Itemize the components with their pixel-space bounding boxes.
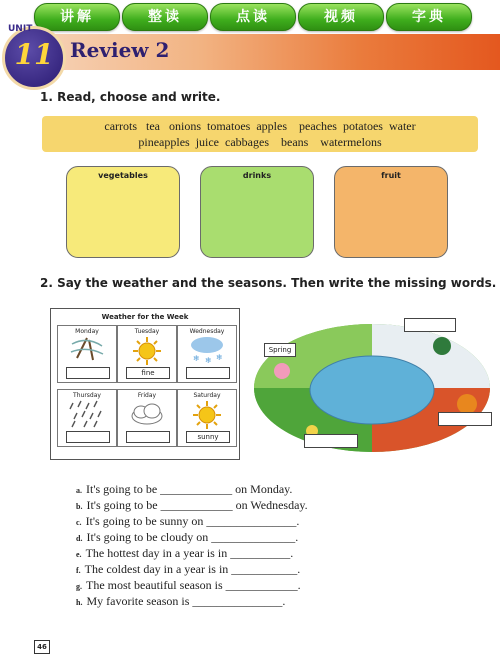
weather-day-wednesday: [177, 325, 237, 383]
category-box-drinks[interactable]: [200, 166, 314, 258]
category-box-fruit[interactable]: [334, 166, 448, 258]
category-box-vegetables[interactable]: [66, 166, 180, 258]
nav-explain-button[interactable]: 讲解: [34, 3, 120, 31]
sentence-h: [76, 594, 285, 609]
category-label: drinks: [242, 171, 272, 180]
day-label: Tuesday: [134, 328, 160, 335]
day-label: Wednesday: [189, 328, 225, 335]
day-label: Saturday: [193, 392, 221, 399]
weather-day-tuesday: [117, 325, 177, 383]
sentence-text: The coldest day in a year is in ___________.: [84, 562, 301, 576]
seasons-illustration: [252, 316, 492, 456]
svg-text:❄: ❄: [216, 353, 223, 362]
sentence-letter: g.: [76, 582, 82, 591]
seasons-scene: [252, 316, 492, 456]
sentence-text: It's going to be ____________ on Wednesday.: [86, 498, 308, 512]
weather-day-friday: [117, 389, 177, 447]
section1-title: 1. Read, choose and write.: [40, 90, 221, 104]
answer-box[interactable]: [126, 431, 170, 443]
answer-box[interactable]: sunny: [186, 431, 230, 443]
sentence-text: It's going to be ____________ on Monday.: [86, 482, 293, 496]
weather-card: [50, 308, 240, 460]
page-title: Review 2: [70, 38, 170, 62]
season-label-blank[interactable]: [304, 434, 358, 448]
answer-box[interactable]: fine: [126, 367, 170, 379]
day-label: Friday: [137, 392, 157, 399]
unit-badge: 11: [2, 26, 66, 90]
category-label: fruit: [381, 171, 401, 180]
season-label-spring[interactable]: Spring: [264, 343, 296, 357]
sentence-e: [76, 546, 293, 561]
sentence-letter: h.: [76, 598, 83, 607]
sentence-g: [76, 578, 301, 593]
answer-box[interactable]: [66, 431, 110, 443]
svg-text:❄: ❄: [205, 356, 212, 365]
answer-box[interactable]: [186, 367, 230, 379]
sentence-letter: a.: [76, 486, 82, 495]
day-label: Monday: [75, 328, 99, 335]
word-bank: [42, 116, 478, 152]
sentence-f: [76, 562, 300, 577]
sun-icon: [130, 336, 164, 366]
sentence-letter: b.: [76, 502, 83, 511]
weather-day-thursday: [57, 389, 117, 447]
weather-day-saturday: [177, 389, 237, 447]
top-nav: [0, 0, 500, 34]
category-label: vegetables: [98, 171, 148, 180]
day-label: Thursday: [73, 392, 101, 399]
answer-box[interactable]: [66, 367, 110, 379]
page-number: 46: [34, 640, 50, 654]
svg-text:❄: ❄: [193, 354, 200, 363]
sentence-d: [76, 530, 298, 545]
nav-read-all-button[interactable]: 整读: [122, 3, 208, 31]
cloud-icon: [127, 400, 167, 430]
sentence-letter: d.: [76, 534, 83, 543]
weather-day-monday: [57, 325, 117, 383]
sentence-b: [76, 498, 308, 513]
nav-video-button[interactable]: 视频: [298, 3, 384, 31]
section2-title: 2. Say the weather and the seasons. Then write the missing words.: [40, 276, 497, 290]
nav-click-read-button[interactable]: 点读: [210, 3, 296, 31]
sentence-text: The most beautiful season is ____________.: [86, 578, 301, 592]
sentence-text: My favorite season is _______________.: [86, 594, 286, 608]
season-label-blank[interactable]: [438, 412, 492, 426]
sentence-letter: c.: [76, 518, 82, 527]
sentence-a: [76, 482, 292, 497]
sun-icon: [190, 400, 224, 430]
unit-label: UNIT: [8, 24, 33, 34]
sentence-text: The hottest day in a year is in __________.: [85, 546, 294, 560]
weather-card-title: Weather for the Week: [101, 313, 189, 321]
sentence-letter: f.: [76, 566, 81, 575]
rain-icon: [67, 399, 107, 429]
sentence-c: [76, 514, 299, 529]
nav-dictionary-button[interactable]: 字典: [386, 3, 472, 31]
season-label-blank[interactable]: [404, 318, 456, 332]
sentence-text: It's going to be cloudy on ______________.: [86, 530, 299, 544]
wind-icon: [67, 336, 107, 366]
sentence-text: It's going to be sunny on _______________.: [85, 514, 300, 528]
word-bank-line-1: carrots tea onions tomatoes apples peaches potatoes water: [104, 119, 416, 133]
word-bank-line-2: pineapples juice cabbages beans watermelons: [138, 135, 382, 149]
sentence-letter: e.: [76, 550, 82, 559]
snow-icon: [185, 335, 229, 365]
